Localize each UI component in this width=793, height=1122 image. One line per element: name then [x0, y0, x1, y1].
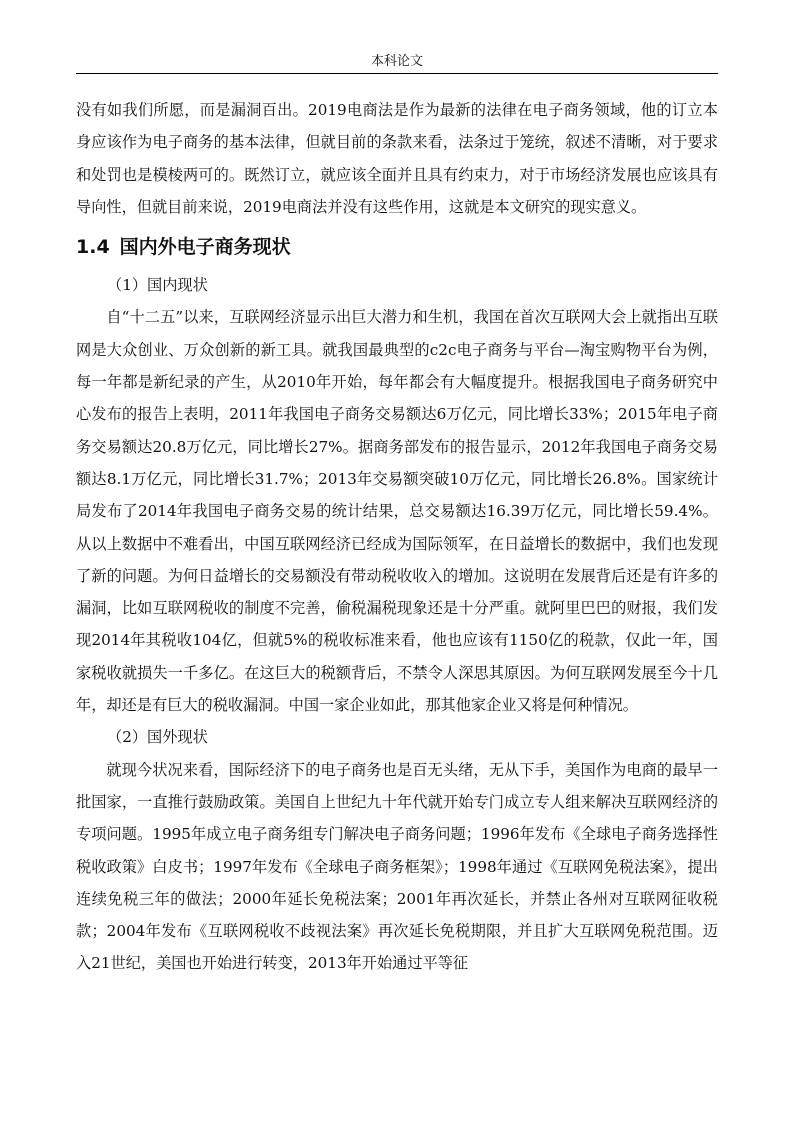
running-header: 本科论文	[370, 54, 423, 69]
section-number: 1.4	[76, 236, 110, 259]
section-title-text: 国内外电子商务现状	[119, 236, 291, 259]
subheading-domestic: （1）国内现状	[107, 276, 208, 295]
paragraph-domestic: 自“十二五”以来，互联网经济显示出巨大潜力和生机，我国在首次互联网大会上就指出互联网是大众创业、万众创新的新工具。就我国最典型的c2c电子商务与平台—淘宝购物平台为例，每一年都是新纪录的产生，从2010年开始，每年都会有大幅度提升。根据我国电子商务研究中心发布的报告上表明，2011年我国电子商务交易额达6万亿元，同比增长33%；2015年电子商务交易额达20.8万亿元，同比增长27%。据商务部发布的报告显示，2012年我国电子商务交易额达8.1万亿元，同比增长31.7%；2013年交易额突破10万亿元，同比增长26.8%。国家统计局发布了2014年我国电子商务交易的统计结果，总交易额达16.39万亿元，同比增长59.4%。从以上数据中不难看出，中国互联网经济已经成为国际领军，在日益增长的数据中，我们也发现了新的问题。为何日益增长的交易额没有带动税收收入的增加。这说明在发展背后还是有许多的漏洞，比如互联网税收的制度不完善，偷税漏税现象还是十分严重。就阿里巴巴的财报，我们发现2014年其税收104亿，但就5%的税收标准来看，他也应该有1150亿的税款，仅此一年，国家税收就损失一千多亿。在这巨大的税额背后，不禁令人深思其原因。为何互联网发展至今十几年，却还是有巨大的税收漏洞。中国一家企业如此，那其他家企业又将是何种情况。	[76, 308, 718, 715]
paragraph-foreign: 就现今状况来看，国际经济下的电子商务也是百无头绪，无从下手，美国作为电商的最早一批国家，一直推行鼓励政策。美国自上世纪九十年代就开始专门成立专人组来解决互联网经济的专项问题。1995年成立电子商务组专门解决电子商务问题；1996年发布《全球电子商务选择性税收政策》白皮书；1997年发布《全球电子商务框架》；1998年通过《互联网免税法案》，提出连续免税三年的做法；2000年延长免税法案；2001年再次延长，并禁止各州对互联网征收税款；2004年发布《互联网税收不歧视法案》再次延长免税期限，并且扩大互联网免税范围。迈入21世纪，美国也开始进行转变，2013年开始通过平等征	[76, 760, 718, 973]
paragraph-intro: 没有如我们所愿，而是漏洞百出。2019电商法是作为最新的法律在电子商务领域，他的订立本身应该作为电子商务的基本法律，但就目前的条款来看，法条过于笼统，叙述不清晰，对于要求和处罚也是模棱两可的。既然订立，就应该全面并且具有约束力，对于市场经济发展也应该具有导向性，但就目前来说，2019电商法并没有这些作用，这就是本文研究的现实意义。	[76, 101, 718, 216]
section-heading	[76, 223, 718, 269]
header-rule	[76, 73, 718, 74]
subheading-foreign: （2）国外现状	[107, 728, 208, 747]
body-content	[76, 94, 718, 980]
